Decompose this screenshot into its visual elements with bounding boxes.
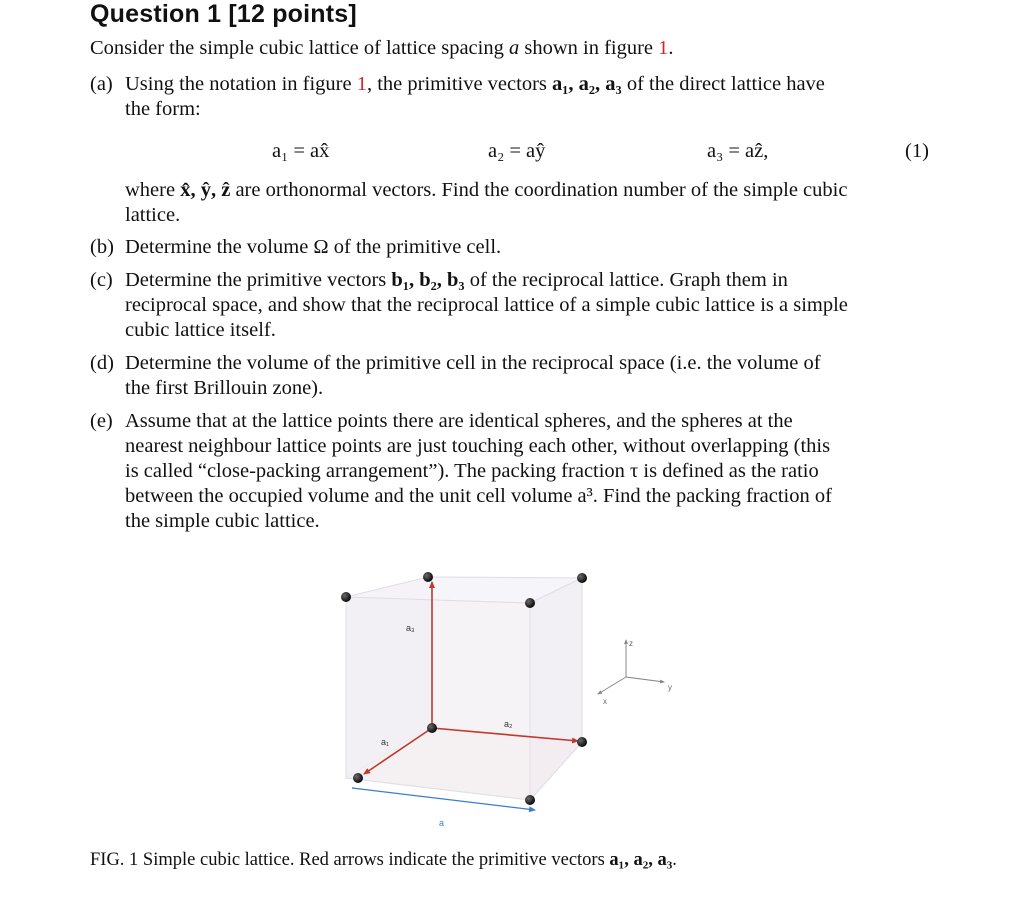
part-a-where-line1 bbox=[125, 178, 847, 203]
part-a-text: Using the notation in figure bbox=[125, 73, 357, 95]
part-c-text-end: of the reciprocal lattice. Graph them in bbox=[464, 269, 788, 291]
cube-front-face bbox=[346, 597, 530, 800]
part-e-line4: between the occupied volume and the unit cell volume a³. Find the packing fraction of bbox=[125, 485, 832, 507]
lattice-atom bbox=[525, 795, 535, 805]
part-c-line3: cubic lattice itself. bbox=[125, 319, 276, 341]
lattice-atom bbox=[423, 572, 433, 582]
axis-x-label: x bbox=[603, 697, 607, 706]
part-a-where-line2: lattice. bbox=[125, 204, 181, 226]
caption-text-end: . bbox=[672, 850, 677, 870]
cubic-lattice-figure bbox=[330, 560, 710, 830]
part-b-label: (b) bbox=[90, 236, 114, 258]
part-e-line2: nearest neighbour lattice points are just touching each other, without overlapping (this bbox=[125, 435, 831, 457]
part-d-line1: Determine the volume of the primitive cell in the reciprocal space (i.e. the volume of bbox=[125, 352, 821, 374]
part-e-line1: Assume that at the lattice points there are identical spheres, and the spheres at the bbox=[125, 410, 793, 432]
primitive-vectors: a₁, a₂, a₃ bbox=[552, 73, 622, 95]
lattice-atom bbox=[341, 592, 351, 602]
lattice-atom bbox=[353, 773, 363, 783]
label-a1: a₁ bbox=[381, 737, 390, 747]
axis-z-label: z bbox=[629, 639, 633, 648]
part-e-label: (e) bbox=[90, 410, 113, 432]
part-d-line2: the first Brillouin zone). bbox=[125, 377, 324, 399]
reciprocal-vectors: b₁, b₂, b₃ bbox=[391, 269, 465, 291]
cube-right-face bbox=[530, 578, 582, 800]
label-a3: a₃ bbox=[406, 623, 415, 633]
part-c-line1 bbox=[125, 268, 788, 293]
part-a-line1 bbox=[125, 72, 825, 97]
var-a: a bbox=[508, 37, 520, 59]
intro-text: Consider the simple cubic lattice of lattice spacing bbox=[90, 37, 509, 59]
part-a-line2: the form: bbox=[125, 98, 201, 120]
part-b-text: Determine the volume Ω of the primitive cell. bbox=[125, 236, 502, 258]
figure-ref-link[interactable]: 1 bbox=[658, 37, 669, 59]
intro-text-mid: shown in figure bbox=[519, 37, 659, 59]
where-text: where bbox=[125, 179, 181, 201]
axis-y-arrow bbox=[626, 677, 664, 682]
unit-vectors: x̂, ŷ, ẑ bbox=[180, 179, 231, 201]
part-c-line2: reciprocal space, and show that the reciprocal lattice of a simple cubic lattice is a simple bbox=[125, 294, 848, 316]
axis-y-label: y bbox=[668, 683, 672, 692]
lattice-atom-origin bbox=[427, 723, 437, 733]
equation-number: (1) bbox=[905, 140, 929, 162]
question-title: Question 1 [12 points] bbox=[90, 0, 357, 28]
where-text-end: are orthonormal vectors. Find the coordination number of the simple cubic bbox=[230, 179, 848, 201]
part-e-line5: the simple cubic lattice. bbox=[125, 510, 320, 532]
part-a-text-end: of the direct lattice have bbox=[621, 73, 825, 95]
axis-x-arrow bbox=[598, 677, 626, 694]
equation-a1: a₁ = ax̂ bbox=[272, 140, 330, 162]
lattice-atom bbox=[525, 598, 535, 608]
equation-a3: a₃ = aẑ, bbox=[707, 140, 769, 162]
equation-a2: a₂ = aŷ bbox=[488, 140, 546, 162]
part-a-label: (a) bbox=[90, 73, 113, 95]
part-c-label: (c) bbox=[90, 269, 113, 291]
figure-caption bbox=[90, 850, 677, 871]
part-c-text: Determine the primitive vectors bbox=[125, 269, 392, 291]
lattice-atom bbox=[577, 737, 587, 747]
label-a2: a₂ bbox=[504, 719, 513, 729]
lattice-atom bbox=[577, 573, 587, 583]
caption-text: FIG. 1 Simple cubic lattice. Red arrows indicate the primitive vectors bbox=[90, 850, 610, 870]
part-a-text-mid: , the primitive vectors bbox=[366, 73, 553, 95]
intro-paragraph bbox=[90, 36, 674, 61]
caption-vectors: a₁, a₂, a₃ bbox=[609, 850, 673, 870]
figure-ref-link[interactable]: 1 bbox=[356, 73, 367, 95]
label-lattice-spacing: a bbox=[439, 818, 445, 828]
intro-text-end: . bbox=[668, 37, 674, 59]
part-e-line3: is called “close-packing arrangement”). The packing fraction τ is defined as the ratio bbox=[125, 460, 819, 482]
part-d-label: (d) bbox=[90, 352, 114, 374]
